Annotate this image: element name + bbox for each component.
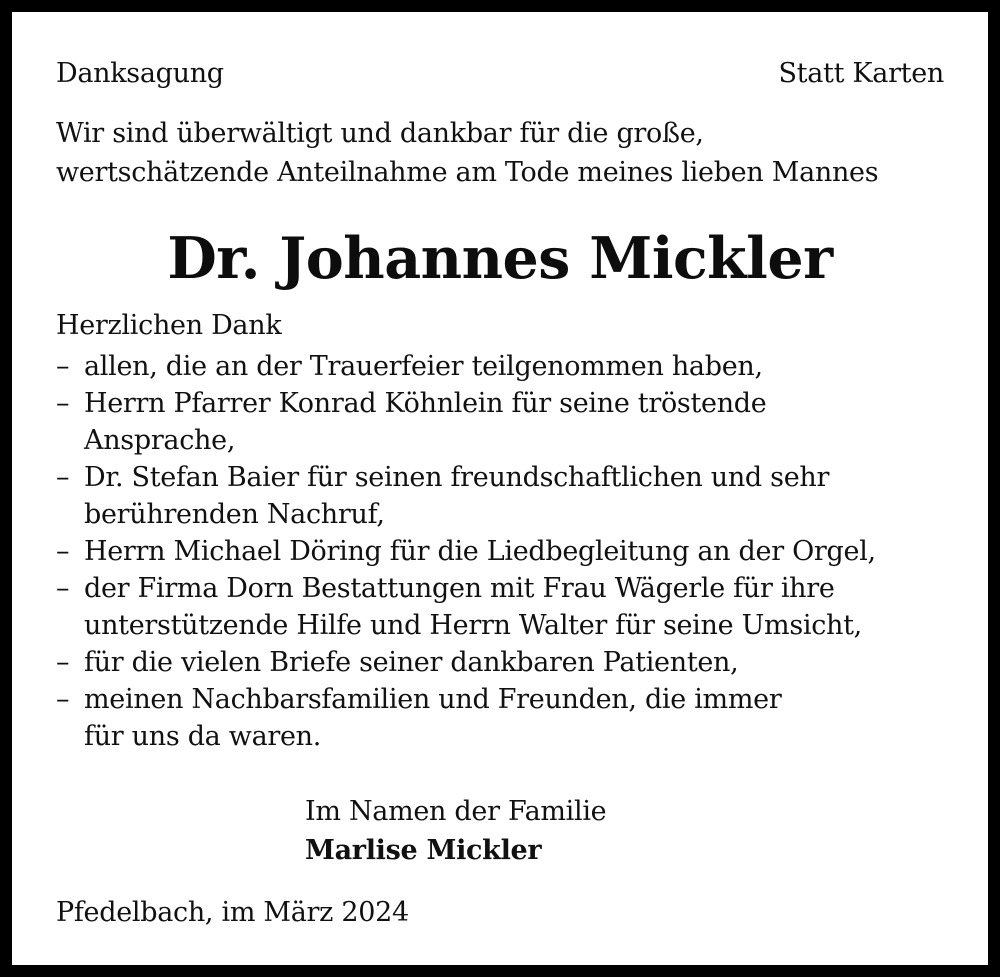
thanks-item-line: allen, die an der Trauerfeier teilgenommen haben, — [84, 351, 763, 382]
header-left-label: Danksagung — [56, 58, 224, 89]
thanks-item-line: Herrn Michael Döring für die Liedbegleitung an der Orgel, — [84, 536, 876, 567]
thanks-item — [56, 533, 876, 570]
intro-line-1: Wir sind überwältigt und dankbar für die große, — [56, 118, 704, 149]
intro-line-2: wertschätzende Anteilnahme am Tode meines lieben Mannes — [56, 157, 879, 188]
dash-bullet: – — [56, 573, 70, 604]
thanks-heading: Herzlichen Dank — [56, 310, 282, 341]
thanks-item-line: für uns da waren. — [84, 721, 322, 752]
thanks-item-line: der Firma Dorn Bestattungen mit Frau Wägerle für ihre — [84, 573, 835, 604]
thanks-item — [56, 385, 876, 459]
thanks-item-line: meinen Nachbarsfamilien und Freunden, die immer — [84, 684, 782, 715]
thanks-item-line: Ansprache, — [84, 425, 236, 456]
dash-bullet: – — [56, 536, 70, 567]
thanks-item-line: Herrn Pfarrer Konrad Köhnlein für seine tröstende — [84, 388, 767, 419]
dash-bullet: – — [56, 388, 70, 419]
header-right-label: Statt Karten — [778, 58, 944, 89]
thanks-item-line: für die vielen Briefe seiner dankbaren Patienten, — [84, 647, 739, 678]
thanks-item — [56, 459, 876, 533]
dash-bullet: – — [56, 647, 70, 678]
signature-name: Marlise Mickler — [305, 835, 542, 866]
thanks-item — [56, 681, 876, 755]
thanks-item-line: Dr. Stefan Baier für seinen freundschaftlichen und sehr — [84, 462, 830, 493]
place-date: Pfedelbach, im März 2024 — [56, 897, 409, 928]
thanks-item — [56, 644, 876, 681]
thanks-item — [56, 570, 876, 644]
deceased-name: Dr. Johannes Mickler — [167, 225, 833, 292]
thanks-item — [56, 348, 876, 385]
thanks-item-line: unterstützende Hilfe und Herrn Walter für seine Umsicht, — [84, 610, 862, 641]
dash-bullet: – — [56, 684, 70, 715]
thanks-item-line: berührenden Nachruf, — [84, 499, 385, 530]
thanks-list — [56, 348, 876, 755]
dash-bullet: – — [56, 462, 70, 493]
obituary-card — [12, 12, 988, 965]
dash-bullet: – — [56, 351, 70, 382]
signature-line: Im Namen der Familie — [305, 796, 607, 827]
